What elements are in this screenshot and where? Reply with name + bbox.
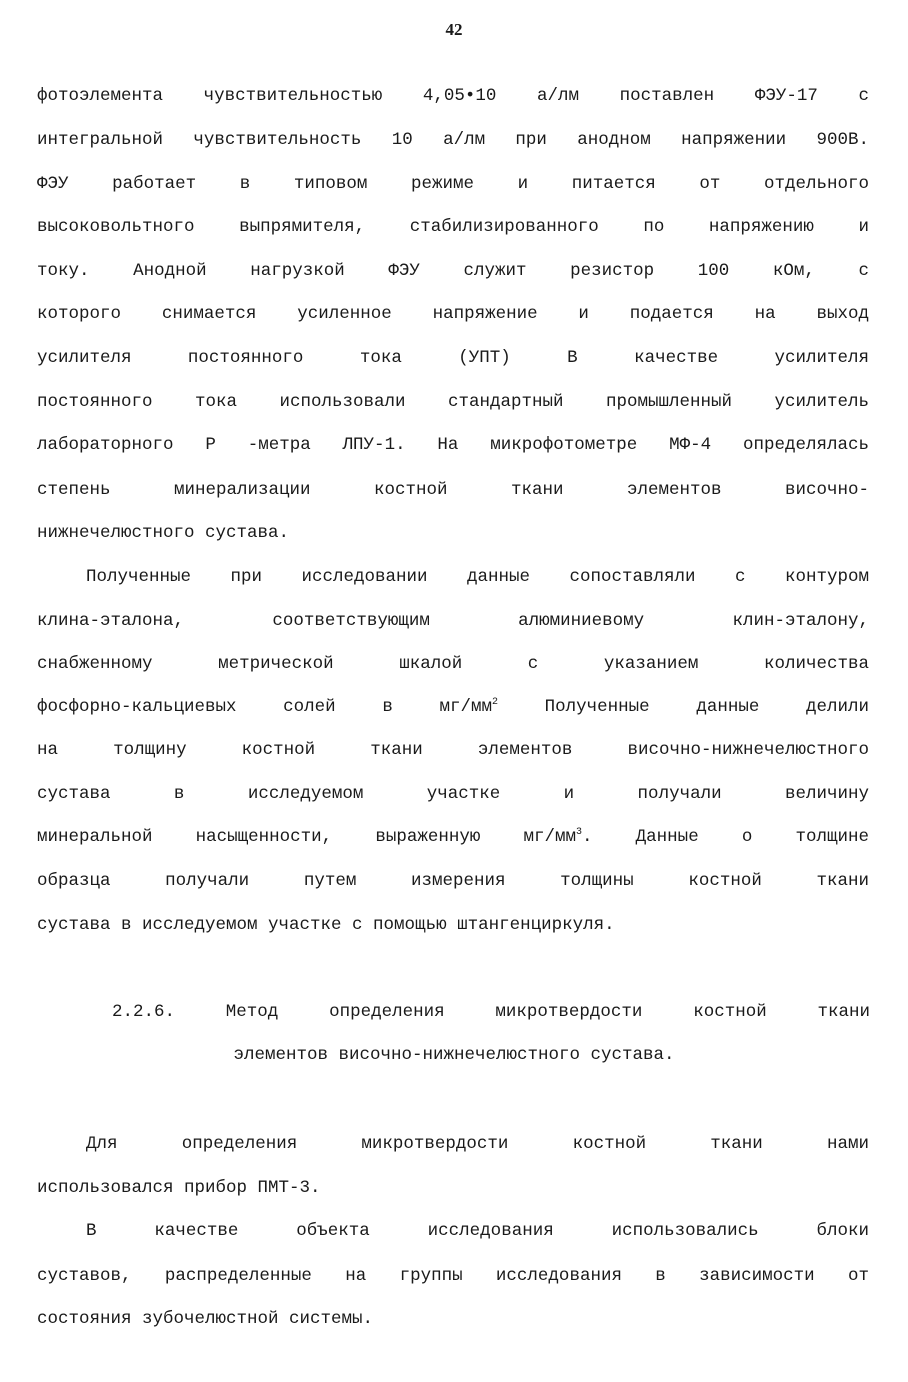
text-line: лабораторного Р -метра ЛПУ-1. На микрофотометре МФ-4 определялась: [37, 435, 869, 455]
superscript: 2: [492, 697, 499, 708]
paragraph-first-line: В качестве объекта исследования использовались блоки: [86, 1221, 869, 1241]
text-fragment: минеральной насыщенности, выраженную мг/мм: [37, 827, 577, 847]
text-fragment: . Данные о толщине: [582, 827, 869, 847]
paragraph-first-line: Полученные при исследовании данные сопоставляли с контуром: [86, 567, 869, 587]
text-line: суставов, распределенные на группы исследования в зависимости от: [37, 1266, 869, 1286]
text-line-with-superscript: [37, 825, 869, 849]
section-heading-continuation: элементов височно-нижнечелюстного сустава.: [233, 1045, 675, 1065]
text-line: которого снимается усиленное напряжение и подается на выход: [37, 304, 869, 324]
text-line: сустава в исследуемом участке и получали величину: [37, 784, 869, 804]
text-fragment: фосфорно-кальциевых солей в мг/мм: [37, 697, 492, 717]
text-line-with-superscript: [37, 695, 869, 719]
superscript: 3: [576, 827, 583, 838]
text-line: ФЭУ работает в типовом режиме и питается от отдельного: [37, 174, 869, 194]
text-line: высоковольтного выпрямителя, стабилизированного по напряжению и: [37, 217, 869, 237]
text-line: образца получали путем измерения толщины костной ткани: [37, 871, 869, 891]
text-line: использовался прибор ПМТ-3.: [37, 1178, 321, 1198]
text-line: току. Анодной нагрузкой ФЭУ служит резистор 100 кОм, с: [37, 261, 869, 281]
text-line: состояния зубочелюстной системы.: [37, 1309, 374, 1329]
page-number: 42: [445, 20, 463, 39]
text-line: интегральной чувствительность 10 а/лм при анодном напряжении 900В.: [37, 130, 869, 150]
text-line: фотоэлемента чувствительностью 4,05•10 а/лм поставлен ФЭУ-17 с: [37, 86, 869, 106]
section-heading: 2.2.6. Метод определения микротвердости костной ткани: [112, 1002, 870, 1022]
text-line: на толщину костной ткани элементов височно-нижнечелюстного: [37, 740, 869, 760]
text-line: клина-эталона, соответствующим алюминиевому клин-эталону,: [37, 611, 869, 631]
text-line: усилителя постоянного тока (УПТ) В качестве усилителя: [37, 348, 869, 368]
text-line: постоянного тока использовали стандартный промышленный усилитель: [37, 392, 869, 412]
text-fragment: Полученные данные делили: [498, 697, 869, 717]
text-line: степень минерализации костной ткани элементов височно-: [37, 480, 869, 500]
text-line: сустава в исследуемом участке с помощью штангенциркуля.: [37, 915, 615, 935]
text-line: нижнечелюстного сустава.: [37, 523, 290, 543]
paragraph-first-line: Для определения микротвердости костной ткани нами: [86, 1134, 869, 1154]
text-line: снабженному метрической шкалой с указанием количества: [37, 654, 869, 674]
